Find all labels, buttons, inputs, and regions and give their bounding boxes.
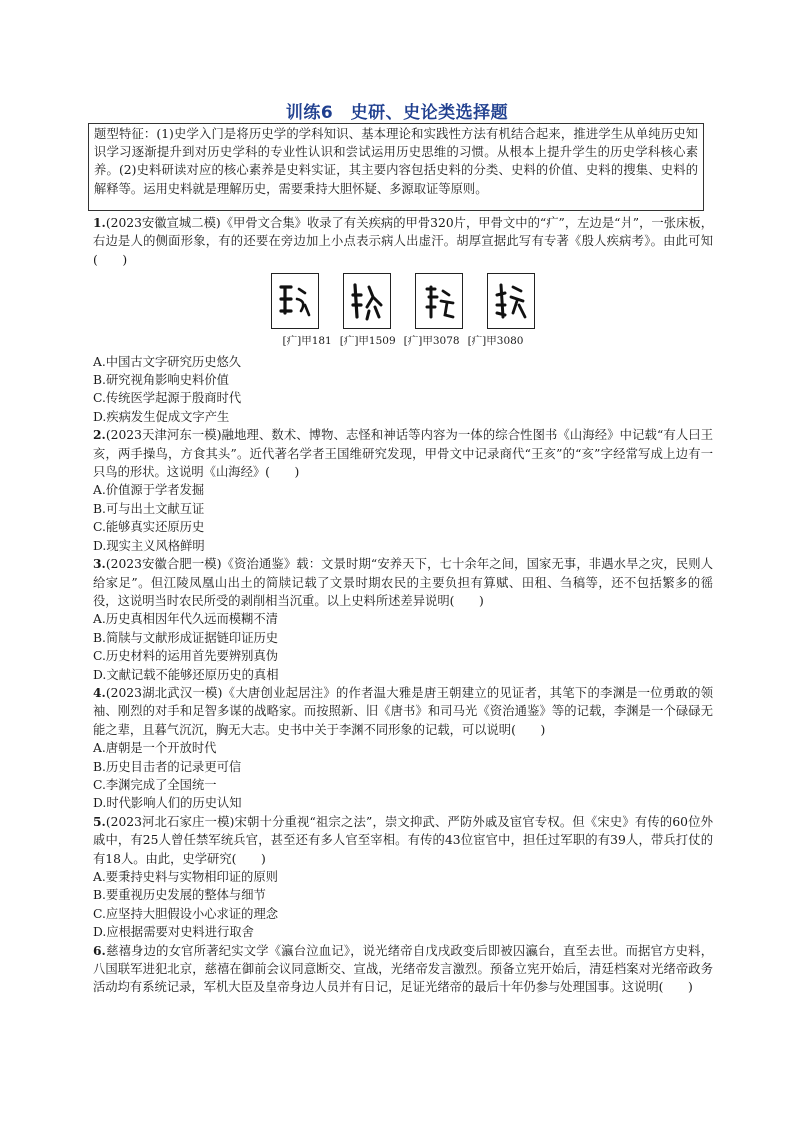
question-stem: (2023湖北武汉一模)《大唐创业起居注》的作者温大雅是唐王朝建立的见证者，其笔下的李渊是一位勇敢的领袖、刚烈的对手和足智多谋的战略家。而按照新、旧《唐书》和司马光《资治通鉴》等的记载，李渊是一个碌碌无能之辈，且暮气沉沉，胸无大志。史书中关于李渊不同形象的记载，可以说明( ) bbox=[93, 685, 713, 737]
oracle-caption: [疒]甲181 bbox=[282, 335, 332, 348]
option-d: D.时代影响人们的历史认知 bbox=[93, 796, 242, 811]
question-number: 2. bbox=[93, 427, 106, 443]
oracle-glyph-icon bbox=[271, 273, 319, 329]
option-d: D.文献记载不能够还原历史的真相 bbox=[93, 667, 279, 682]
oracle-caption: [疒]甲1509 bbox=[339, 335, 396, 348]
option-b: B.可与出土文献互证 bbox=[93, 501, 205, 516]
question-5 bbox=[93, 813, 713, 942]
question-1 bbox=[93, 214, 713, 426]
oracle-glyph-icon bbox=[415, 273, 463, 329]
oracle-caption: [疒]甲3078 bbox=[403, 335, 460, 348]
oracle-glyph-icon bbox=[343, 273, 391, 329]
question-3 bbox=[93, 555, 713, 684]
option-b: B.历史目击者的记录更可信 bbox=[93, 759, 242, 774]
question-number: 5. bbox=[93, 813, 106, 829]
page-title: 训练6 史研、史论类选择题 bbox=[285, 103, 509, 123]
oracle-captions bbox=[93, 332, 713, 350]
oracle-images bbox=[93, 273, 713, 329]
option-b: B.简牍与文献形成证据链印证历史 bbox=[93, 630, 279, 645]
oracle-caption: [疒]甲3080 bbox=[467, 335, 524, 348]
question-stem: (2023安徽合肥一模)《资治通鉴》载：文景时期“安养天下，七十余年之间，国家无事，非遇水旱之灾，民则人给家足”。但江陵凤凰山出土的简牍记载了文景时期农民的主要负担有算赋、田租、刍稿等，还不包括繁多的徭役，这说明当时农民所受的剥削相当沉重。以上史料所述差异说明( ) bbox=[93, 557, 713, 608]
question-number: 3. bbox=[93, 556, 106, 572]
question-6 bbox=[93, 942, 713, 997]
option-d: D.应根据需要对史料进行取舍 bbox=[93, 925, 254, 940]
question-stem: (2023安徽宣城二模)《甲骨文合集》收录了有关疾病的甲骨320片，甲骨文中的“疒”，左边是“爿”，一张床板，右边是人的侧面形象，有的还要在旁边加上小点表示病人出虚汗。胡厚宣据此写有专著《殷人疾病考》。由此可知( ) bbox=[93, 216, 713, 267]
option-d: D.疾病发生促成文字产生 bbox=[93, 409, 230, 424]
option-c: C.历史材料的运用首先要辨别真伪 bbox=[93, 649, 279, 664]
option-d: D.现实主义风格鲜明 bbox=[93, 538, 205, 553]
option-c: C.能够真实还原历史 bbox=[93, 520, 205, 535]
question-list bbox=[93, 214, 713, 997]
option-c: C.应坚持大胆假设小心求证的理念 bbox=[93, 906, 279, 921]
question-number: 1. bbox=[93, 215, 106, 230]
option-a: A.唐朝是一个开放时代 bbox=[93, 741, 217, 756]
question-2 bbox=[93, 426, 713, 555]
question-stem: 慈禧身边的女官所著纪实文学《瀛台泣血记》，说光绪帝自戊戌政变后即被囚瀛台，直至去世。而据官方史料，八国联军进犯北京，慈禧在御前会议同意断交、宣战，光绪帝发言激烈。预备立宪开始后，清廷档案对光绪帝政务活动均有系统记录，军机大臣及皇帝身边人员并有日记，足证光绪帝的最后十年仍参与处理国事。这说明( ) bbox=[93, 943, 713, 995]
option-a: A.要秉持史料与实物相印证的原则 bbox=[93, 870, 278, 884]
option-b: B.要重视历史发展的整体与细节 bbox=[93, 888, 266, 903]
option-c: C.李渊完成了全国统一 bbox=[93, 777, 217, 792]
option-a: A.价值源于学者发掘 bbox=[93, 483, 205, 498]
question-stem: (2023天津河东一模)融地理、数术、博物、志怪和神话等内容为一体的综合性图书《山海经》中记载“有人曰王亥，两手操鸟，方食其头”。近代著名学者王国维研究发现，甲骨文中记录商代“王亥”的“亥”字经常写成上边有一只鸟的形状。这说明《山海经》( ) bbox=[93, 428, 713, 480]
oracle-glyph-icon bbox=[487, 273, 535, 329]
question-number: 6. bbox=[93, 942, 106, 958]
option-a: A.中国古文字研究历史悠久 bbox=[93, 354, 242, 369]
intro-box: 题型特征：(1)史学入门是将历史学的学科知识、基本理论和实践性方法有机结合起来，推进学生从单纯历史知识学习逐渐提升到对历史学科的专业性认识和尝试运用历史思维的习惯。从根本上提升学生的历史学科核心素养。(2)史料研读对应的核心素养是史料实证，其主要内容包括史料的分类、史料的价值、史料的搜集、史料的解释等。运用史料就是理解历史，需要秉持大胆怀疑、多源取证等原则。 bbox=[88, 123, 704, 211]
option-b: B.研究视角影响史料价值 bbox=[93, 373, 229, 388]
option-a: A.历史真相因年代久远而模糊不清 bbox=[93, 612, 278, 627]
question-number: 4. bbox=[93, 684, 106, 700]
question-stem: (2023河北石家庄一模)宋朝十分重视“祖宗之法”，崇文抑武、严防外戚及宦官专权。但《宋史》有传的60位外戚中，有25人曾任禁军统兵官，甚至还有多人官至宰相。有传的43位宦官中，担任过军职的有39人，带兵打仗的有18人。由此，史学研究( ) bbox=[93, 814, 713, 866]
option-c: C.传统医学起源于殷商时代 bbox=[93, 391, 242, 406]
question-4 bbox=[93, 684, 713, 813]
